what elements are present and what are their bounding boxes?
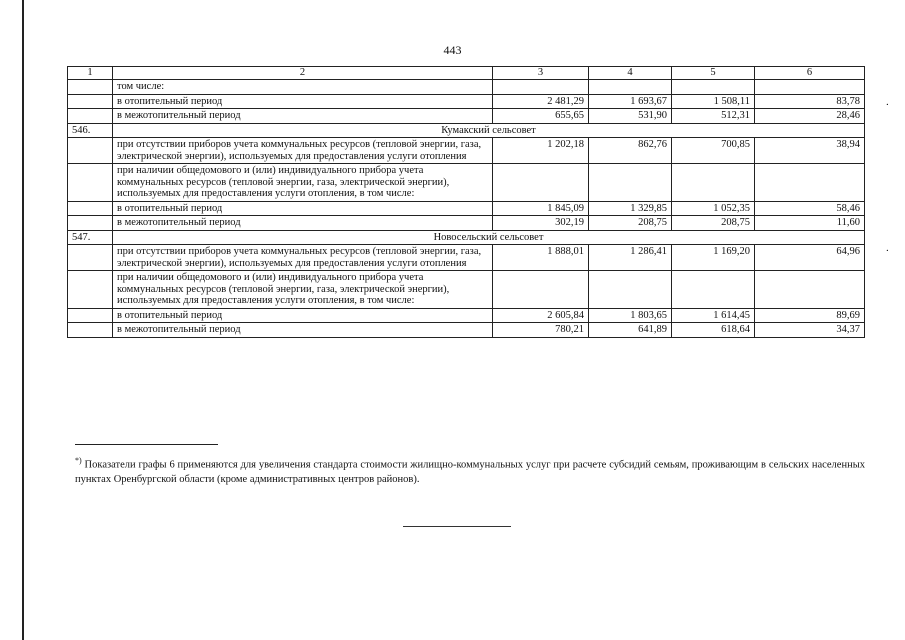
value-cell-col4: [589, 80, 672, 95]
value-cell-col3: 1 888,01: [493, 245, 589, 271]
table-row: [68, 308, 865, 323]
tariff-table: [67, 66, 865, 338]
value-cell-col5: 512,31: [672, 109, 755, 124]
value-cell-col6: [755, 80, 865, 95]
section-row: [68, 230, 865, 245]
row-number-cell: [68, 308, 113, 323]
value-cell-col3: 302,19: [493, 216, 589, 231]
value-cell-col5: [672, 164, 755, 202]
value-cell-col5: 700,85: [672, 138, 755, 164]
value-cell-col6: 58,46: [755, 201, 865, 216]
value-cell-col4: 1 693,67: [589, 94, 672, 109]
table-row: [68, 323, 865, 338]
description-cell: в отопительный период: [113, 308, 493, 323]
description-cell: при наличии общедомового и (или) индивидуального прибора учета коммунальных ресурсов (тепловой энергии, газа, электрической энергии), используемых для предоставления услуги отопления, в том числе:: [113, 164, 493, 202]
value-cell-col4: [589, 271, 672, 309]
footnote-marker: *): [75, 456, 82, 465]
value-cell-col5: 1 508,11: [672, 94, 755, 109]
page-number: 443: [443, 43, 462, 57]
value-cell-col6: 83,78: [755, 94, 865, 109]
value-cell-col5: 1 052,35: [672, 201, 755, 216]
value-cell-col3: 1 202,18: [493, 138, 589, 164]
row-number-cell: [68, 271, 113, 309]
value-cell-col4: 862,76: [589, 138, 672, 164]
footnote-text: Показатели графы 6 применяются для увеличения стандарта стоимости жилищно-коммунальных услуг при расчете субсидий семьям, проживающим в сельских населенных пунктах Оренбургской области (кроме административных центров районов).: [75, 459, 866, 485]
table-row: [68, 164, 865, 202]
left-margin-line: [22, 0, 24, 640]
margin-mark: .: [886, 96, 889, 108]
value-cell-col6: 28,46: [755, 109, 865, 124]
row-number-cell: 546.: [68, 123, 113, 138]
column-header: 2: [113, 67, 493, 80]
footnote-divider: [75, 444, 218, 445]
description-cell: в межотопительный период: [113, 109, 493, 124]
value-cell-col5: [672, 271, 755, 309]
row-number-cell: [68, 94, 113, 109]
value-cell-col4: 1 803,65: [589, 308, 672, 323]
value-cell-col3: [493, 80, 589, 95]
description-cell: при отсутствии приборов учета коммунальных ресурсов (тепловой энергии, газа, электрической энергии), используемых для предоставления услуги отопления: [113, 245, 493, 271]
value-cell-col4: 208,75: [589, 216, 672, 231]
column-number-row: [68, 67, 865, 80]
row-number-cell: [68, 216, 113, 231]
description-cell: в межотопительный период: [113, 323, 493, 338]
value-cell-col3: [493, 271, 589, 309]
value-cell-col3: 655,65: [493, 109, 589, 124]
value-cell-col5: 208,75: [672, 216, 755, 231]
value-cell-col4: 641,89: [589, 323, 672, 338]
table-row: [68, 94, 865, 109]
row-number-cell: [68, 164, 113, 202]
value-cell-col4: 1 286,41: [589, 245, 672, 271]
value-cell-col5: 1 614,45: [672, 308, 755, 323]
row-number-cell: [68, 245, 113, 271]
row-number-cell: [68, 323, 113, 338]
description-cell: при наличии общедомового и (или) индивидуального прибора учета коммунальных ресурсов (тепловой энергии, газа, электрической энергии), используемых для предоставления услуги отопления, в том числе:: [113, 271, 493, 309]
value-cell-col5: 1 169,20: [672, 245, 755, 271]
value-cell-col4: [589, 164, 672, 202]
table-row: [68, 138, 865, 164]
value-cell-col5: 618,64: [672, 323, 755, 338]
section-row: [68, 123, 865, 138]
footnote: [75, 454, 865, 487]
section-title-cell: Кумакский сельсовет: [113, 123, 865, 138]
table-row: [68, 245, 865, 271]
row-number-cell: [68, 138, 113, 164]
end-of-page-line: [403, 526, 511, 527]
value-cell-col5: [672, 80, 755, 95]
value-cell-col3: [493, 164, 589, 202]
value-cell-col6: [755, 164, 865, 202]
column-header: 6: [755, 67, 865, 80]
value-cell-col4: 1 329,85: [589, 201, 672, 216]
description-cell: при отсутствии приборов учета коммунальных ресурсов (тепловой энергии, газа, электрической энергии), используемых для предоставления услуги отопления: [113, 138, 493, 164]
value-cell-col3: 780,21: [493, 323, 589, 338]
table-row: [68, 109, 865, 124]
column-header: 4: [589, 67, 672, 80]
value-cell-col3: 1 845,09: [493, 201, 589, 216]
row-number-cell: [68, 109, 113, 124]
value-cell-col3: 2 605,84: [493, 308, 589, 323]
value-cell-col4: 531,90: [589, 109, 672, 124]
description-cell: в межотопительный период: [113, 216, 493, 231]
value-cell-col6: [755, 271, 865, 309]
column-header: 3: [493, 67, 589, 80]
value-cell-col6: 38,94: [755, 138, 865, 164]
column-header: 5: [672, 67, 755, 80]
value-cell-col3: 2 481,29: [493, 94, 589, 109]
table-row: [68, 216, 865, 231]
section-title-cell: Новосельский сельсовет: [113, 230, 865, 245]
table-row: [68, 271, 865, 309]
description-cell: в отопительный период: [113, 201, 493, 216]
value-cell-col6: 34,37: [755, 323, 865, 338]
row-number-cell: [68, 201, 113, 216]
value-cell-col6: 11,60: [755, 216, 865, 231]
value-cell-col6: 89,69: [755, 308, 865, 323]
margin-mark: .: [886, 242, 889, 254]
description-cell: том числе:: [113, 80, 493, 95]
description-cell: в отопительный период: [113, 94, 493, 109]
value-cell-col6: 64,96: [755, 245, 865, 271]
row-number-cell: [68, 80, 113, 95]
table-row: [68, 201, 865, 216]
table-row: [68, 80, 865, 95]
column-header: 1: [68, 67, 113, 80]
row-number-cell: 547.: [68, 230, 113, 245]
